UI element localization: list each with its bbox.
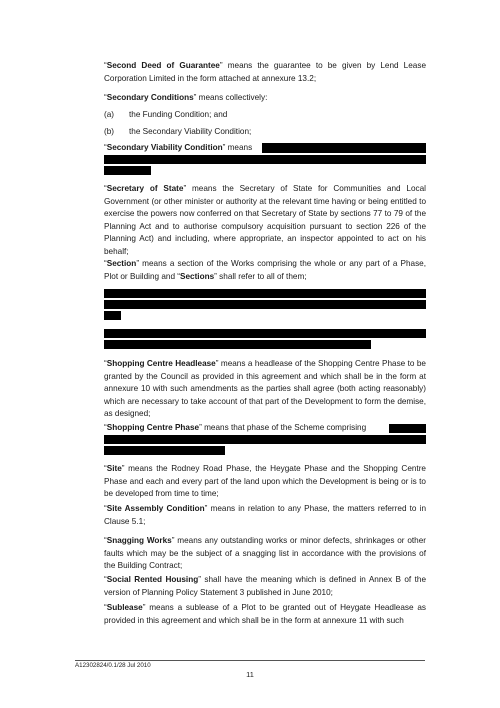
- definition-shopping-centre-headlease: “Shopping Centre Headlease” means a headlease of the Shopping Centre Phase to be granted by the Council as provided in this agreement and which shall be in the form at annexure 10 with such amendments as the parties shall agree (both acting reasonably) which are necessary to take account of that part of the Development to form the demise, as designed;: [104, 359, 426, 419]
- definition-text: means the Rodney Road Phase, the Heygate Phase and the Shopping Centre Phase and each and every part of the land upon which the Development is being or is to be developed from time to time;: [104, 464, 426, 499]
- redaction-bar: [104, 446, 225, 455]
- redaction-bar: [262, 143, 426, 153]
- list-item-text: the Secondary Viability Condition;: [129, 127, 252, 136]
- definition-shopping-centre-phase: “Shopping Centre Phase” means that phase of the Scheme comprising: [104, 423, 367, 432]
- defined-term: Sections: [180, 271, 215, 281]
- list-item-text: the Funding Condition; and: [129, 110, 228, 119]
- redaction-bar: [104, 289, 426, 298]
- document-reference: A12302824/0.1/28 Jul 2010: [75, 662, 151, 669]
- definition-text: means the guarantee to be given by Lend Lease Corporation Limited in the form attached at annexure 13.2;: [104, 61, 426, 83]
- defined-term: Second Deed of Guarantee: [106, 61, 220, 70]
- definition-snagging-works: “Snagging Works” means any outstanding works or minor defects, shrinkages or other faults which may be the subject of a snagging list in accordance with the provisions of the Building Contract;: [104, 536, 426, 571]
- redaction-bar: [104, 166, 151, 175]
- definition-text: means a headlease of the Shopping Centre Phase to be granted by the Council as provided in this agreement and which shall be in the form at annexure 10 with such amendments as the parties shall agree (both acting reasonably) which are necessary to take account of that part of the Development to form the demise, as designed;: [104, 359, 426, 419]
- definition-site: “Site” means the Rodney Road Phase, the Heygate Phase and the Shopping Centre Phase and each and every part of the land upon which the Development is being or is to be developed from time to time;: [104, 464, 426, 499]
- definition-secretary-of-state: “Secretary of State” means the Secretary of State for Communities and Local Government (or other minister or authority at the relevant time having or being entitled to exercise the powers now conferred on that Secretary of State by sections 77 to 79 of the Planning Act and to authorise compulsory acquisition pursuant to section 226 of the Planning Act) and including, where appropriate, an inspector appointed to act on his behalf;: [104, 184, 426, 256]
- definition-text: shall refer to all of them;: [216, 271, 307, 281]
- page-number: 11: [246, 670, 254, 679]
- defined-term: Site: [106, 464, 122, 473]
- definition-text: means a sublease of a Plot to be granted out of Heygate Headlease as provided in this agreement and which shall be in the form at annexure 11 with such: [104, 603, 426, 625]
- redaction-bar: [104, 329, 426, 338]
- definition-secondary-viability-condition: “Secondary Viability Condition” means: [104, 143, 253, 152]
- definition-site-assembly-condition: “Site Assembly Condition” means in relation to any Phase, the matters referred to in Clause 5.1;: [104, 504, 427, 526]
- defined-term: Secondary Viability Condition: [106, 143, 223, 152]
- definition-text: means the Secretary of State for Communities and Local Government (or other minister or authority at the relevant time having or being entitled to exercise the powers now conferred on that Secretary of State by sections 77 to 79 of the Planning Act and to authorise compulsory acquisition pursuant to section 226 of the Planning Act) and including, where appropriate, an inspector appointed to act on his behalf;: [104, 184, 426, 256]
- defined-term: Sublease: [106, 603, 143, 612]
- definition-text: means a section of the Works comprising the whole or any part of a Phase, Plot or Building and: [104, 259, 426, 281]
- redaction-bar: [104, 340, 371, 349]
- redaction-bar: [389, 424, 426, 433]
- definition-text: means in relation to any Phase, the matters referred to in Clause 5.1;: [104, 504, 427, 526]
- defined-term: Secondary Conditions: [106, 93, 194, 102]
- definition-sublease: “Sublease” means a sublease of a Plot to be granted out of Heygate Headlease as provided in this agreement and which shall be in the form at annexure 11 with such: [104, 603, 426, 625]
- defined-term: Secretary of State: [106, 184, 184, 193]
- footer-divider: [75, 660, 425, 661]
- definition-text: means collectively:: [196, 93, 268, 102]
- redaction-bar: [104, 155, 426, 164]
- list-item-label: (b): [104, 127, 115, 136]
- defined-term: Snagging Works: [106, 536, 172, 545]
- defined-term: Shopping Centre Phase: [106, 423, 200, 432]
- redaction-bar: [104, 435, 426, 444]
- definition-social-rented-housing: “Social Rented Housing” shall have the meaning which is defined in Annex B of the version of Planning Policy Statement 3 published in June 2010;: [104, 575, 426, 597]
- definition-text: means: [225, 143, 253, 152]
- defined-term: Section: [106, 259, 137, 268]
- defined-term: Site Assembly Condition: [106, 504, 205, 513]
- redaction-bar: [104, 311, 121, 320]
- defined-term: Social Rented Housing: [106, 575, 199, 584]
- definition-secondary-conditions: “Secondary Conditions” means collectively:: [104, 93, 268, 102]
- defined-term: Shopping Centre Headlease: [106, 359, 216, 368]
- definition-section: “Section” means a section of the Works comprising the whole or any part of a Phase, Plot or Building and “Sections” shall refer to all of them;: [104, 259, 426, 281]
- redaction-bar: [104, 300, 426, 309]
- list-item-label: (a): [104, 110, 115, 119]
- definition-second-deed-of-guarantee: “Second Deed of Guarantee” means the guarantee to be given by Lend Lease Corporation Limited in the form attached at annexure 13.2;: [104, 61, 426, 83]
- definition-text: means any outstanding works or minor defects, shrinkages or other faults which may be the subject of a snagging list in accordance with the provisions of the Building Contract;: [104, 536, 426, 571]
- definition-text: means that phase of the Scheme comprising: [201, 423, 367, 432]
- definition-text: shall have the meaning which is defined in Annex B of the version of Planning Policy Statement 3 published in June 2010;: [104, 575, 426, 597]
